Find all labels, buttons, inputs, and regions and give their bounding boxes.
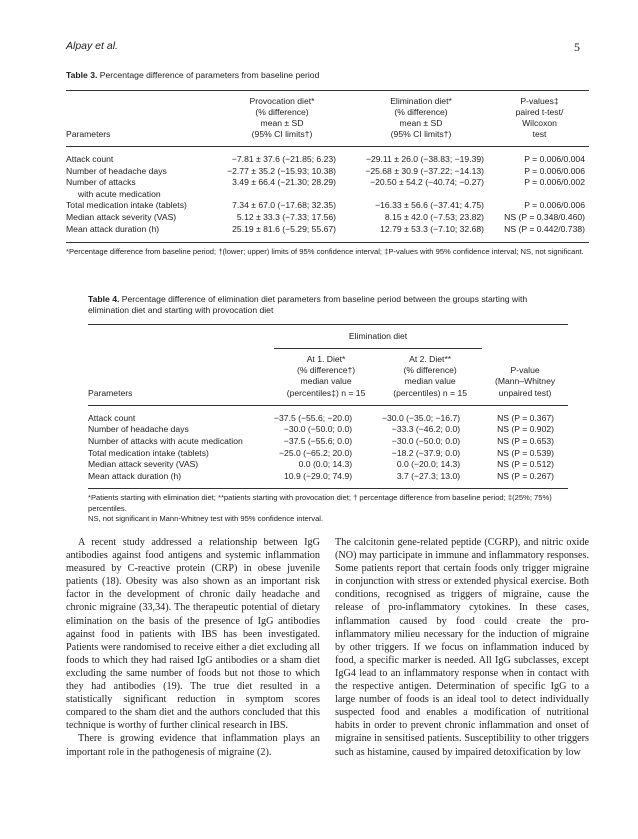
table-cell-second-diet: 0.0 (−20.0; 14.3) (396, 459, 461, 470)
table-4-caption (88, 294, 568, 316)
table-cell-first-diet: 10.9 (−29.0; 74.9) (284, 470, 353, 481)
table-cell-elimination: −20.50 ± 54.2 (−40.74; −0.27) (370, 177, 484, 188)
table-cell-parameter: Median attack severity (VAS) (66, 211, 177, 222)
table-cell-pvalue: NS (P = 0.653) (497, 436, 554, 446)
table-row (88, 436, 568, 448)
table-cell-parameter: Number of headache days (88, 424, 189, 435)
table-row (66, 177, 589, 200)
table-4-label: Table 4. (88, 294, 120, 304)
table-cell-provocation: −2.77 ± 35.2 (−15.93; 10.38) (227, 165, 336, 176)
table-4-grid (88, 324, 568, 489)
table-cell-elimination: −16.33 ± 56.6 (−37.41; 4.75) (375, 200, 484, 211)
table-cell-first-diet: −37.5 (−55.6; 0.0) (283, 436, 353, 446)
table-cell-parameter: Total medication intake (tablets) (88, 447, 209, 458)
table-3-header-elimination (348, 91, 494, 147)
body-column-right (335, 536, 589, 759)
page-number: 5 (574, 40, 580, 54)
table-cell-pvalue: P = 0.006/0.006 (524, 165, 585, 176)
header-line: median value (300, 376, 352, 387)
table-cell-pvalue: NS (P = 0.367) (497, 412, 554, 423)
header-line: (Mann–Whitney (494, 376, 556, 387)
running-head-author: Alpay et al. (66, 40, 118, 52)
table-cell-pvalue: P = 0.006/0.006 (524, 200, 585, 211)
table-4-header-second-diet (378, 349, 482, 406)
table-cell-provocation: 3.49 ± 66.4 (−21.30; 28.29) (232, 177, 336, 188)
table-cell-pvalue: NS (P = 0.442/0.738) (504, 223, 585, 234)
table-cell-first-diet: −37.5 (−55.6; −20.0) (274, 412, 353, 423)
parameter-subline: with acute medication (78, 188, 161, 199)
table-cell-elimination: 8.15 ± 42.0 (−7.53; 23.82) (384, 211, 484, 222)
table-row (66, 147, 589, 166)
table-row (88, 405, 568, 424)
header-line: test (532, 129, 547, 139)
body-paragraph: The calcitonin gene-related peptide (CGRP), and nitric oxide (NO) may participate in immune and inflammatory responses. Some patients report that certain foods only trigger migraine in conjunction with stress or extended physical exercise. Both conditions, recognised as triggers of migraine, cause the release of pro-inflammatory cytokines. In these cases, inflammation caused by food could create the pro-inflammatory milieu necessary for the induction of migraine by other triggers. If we focus on inflammation induced by food, a specific marker is needed. All IgG subclasses, except IgG4 lead to an inflammatory response when in contact with the respective antigen. Determination of specific IgG to a large number of foods is an ideal tool to detect individually suspected food and enables a modification of nutritional habits in order to prevent chronic inflammation and onset of migraine in sensitised patients. Susceptibility to other triggers such as histamine, caused by impaired detoxification by low (335, 537, 589, 758)
table-cell-second-diet: −30.0 (−50.0; 0.0) (391, 436, 461, 446)
table-cell-elimination: −29.11 ± 26.0 (−38.83; −19.39) (365, 154, 484, 164)
table-cell-pvalue: P = 0.006/0.004 (524, 154, 585, 164)
table-cell-second-diet: −30.0 (−35.0; −16.7) (382, 412, 461, 423)
header-line: (% difference) (394, 107, 448, 117)
table-cell-parameter: Number of headache days (66, 165, 167, 176)
body-paragraph: There is growing evidence that inflammation plays an important role in the pathogenesis of migraine (2). (66, 733, 320, 758)
header-line: (95% CI limits†) (251, 129, 313, 139)
header-line: (% difference) (255, 107, 309, 117)
header-line: P-value (510, 365, 540, 376)
header-line: (95% CI limits†) (390, 129, 452, 139)
body-paragraph: A recent study addressed a relationship between IgG antibodies against food antigens and systemic inflammation measured by C-reactive protein (CRP) in obese juvenile patients (18). Obesity was also shown as an important risk factor in the development of chronic daily headache and chronic migraine (33,34). The therapeutic potential of dietary elimination on the basis of the presence of IgG antibodies against food in patients with IBS has been investigated. Patients were randomised to receive either a diet excluding all foods to which they had raised IgG antibodies or a sham diet excluding the same number of foods but not those to which they had antibodies (19). The true diet resulted in a statistically significant reduction in symptom scores compared to the sham diet and the authors concluded that this technique is worthy of further clinical research in IBS. (66, 537, 320, 732)
header-line: median value (404, 376, 456, 387)
header-line: (% difference) (403, 365, 457, 376)
table-cell-second-diet: 3.7 (−27.3; 13.0) (396, 470, 461, 481)
table-3-title: Percentage difference of parameters from baseline period (99, 70, 320, 80)
table-4 (88, 294, 568, 525)
table-cell-parameter: Number of attacks with acute medication (88, 436, 243, 446)
table-cell-pvalue: NS (P = 0.539) (497, 447, 554, 458)
header-line: mean ± SD (260, 118, 304, 128)
header-line: unpaired test) (498, 387, 552, 398)
body-column-left (66, 536, 320, 759)
table-cell-provocation: 25.19 ± 81.6 (−5.29; 55.67) (232, 223, 336, 234)
table-cell-pvalue: NS (P = 0.902) (497, 424, 554, 435)
table-3 (66, 70, 589, 258)
table-cell-parameter (66, 177, 216, 200)
table-cell-parameter: Mean attack duration (h) (88, 470, 182, 481)
table-3-header-pvalues (494, 91, 589, 147)
header-line: (% difference†) (297, 365, 356, 376)
table-4-group-header: Elimination diet (274, 325, 482, 349)
running-head (66, 40, 580, 56)
header-line: At 2. Diet** (409, 354, 452, 364)
table-row (88, 471, 568, 489)
table-row (88, 424, 568, 436)
header-line: (percentiles) n = 15 (393, 387, 468, 398)
table-cell-pvalue: P = 0.006/0.002 (524, 177, 585, 188)
table-3-header-parameters: Parameters (66, 129, 111, 139)
table-4-footnote-line: NS, not significant in Mann-Whitney test with 95% confidence interval. (88, 514, 324, 524)
table-cell-provocation: −7.81 ± 37.6 (−21.85; 6.23) (231, 154, 336, 164)
table-4-header-first-diet (274, 349, 378, 406)
header-line: At 1. Diet* (306, 354, 346, 364)
table-cell-pvalue: NS (P = 0.267) (497, 470, 554, 481)
header-line: paired t-test/ (515, 107, 564, 117)
table-cell-parameter: Mean attack duration (h) (66, 223, 160, 234)
table-3-header-provocation (216, 91, 348, 147)
table-cell-second-diet: −18.2 (−37.9; 0.0) (391, 447, 461, 458)
header-line: Provocation diet* (249, 96, 315, 106)
table-cell-parameter: Total medication intake (tablets) (66, 200, 187, 211)
table-4-footnote-line: *Patients starting with elimination diet; **patients starting with provocation diet; † percentage difference from baseline period; ‡(25%; 75%) percentiles. (88, 493, 552, 513)
table-cell-first-diet: 0.0 (0.0; 14.3) (298, 459, 353, 470)
table-row (88, 459, 568, 471)
table-cell-parameter: Attack count (88, 412, 136, 423)
table-4-header-parameters: Parameters (88, 387, 133, 398)
table-row (88, 448, 568, 460)
header-line: Elimination diet* (390, 96, 452, 106)
table-cell-elimination: −25.68 ± 30.9 (−37.22; −14.13) (365, 165, 484, 176)
header-line: mean ± SD (399, 118, 443, 128)
table-4-group-spacer (88, 325, 274, 349)
table-3-footnote: *Percentage difference from baseline period; †(lower; upper) limits of 95% confidence interval; ‡P-values with 95% confidence interval; NS, not significant. (66, 247, 584, 257)
table-3-caption (66, 70, 589, 81)
header-line: Wilcoxon (522, 118, 557, 128)
table-cell-second-diet: −33.3 (−46.2; 0.0) (391, 424, 461, 435)
table-4-footnote (88, 493, 568, 525)
table-cell-pvalue: NS (P = 0.512) (497, 459, 554, 470)
table-cell-first-diet: −25.0 (−65.2; 20.0) (279, 447, 353, 458)
table-cell-provocation: 7.34 ± 67.0 (−17.68; 32.35) (232, 200, 336, 211)
table-cell-parameter: Attack count (66, 154, 114, 164)
header-line: (percentiles‡) n = 15 (286, 387, 366, 398)
parameter-name: Number of attacks (66, 177, 136, 188)
table-4-group-spacer (482, 325, 568, 349)
table-cell-parameter: Median attack severity (VAS) (88, 459, 199, 470)
table-cell-elimination: 12.79 ± 53.3 (−7.10; 32.68) (380, 223, 484, 234)
table-row (66, 224, 589, 243)
table-cell-provocation: 5.12 ± 33.3 (−7.33; 17.56) (236, 211, 336, 222)
table-row (66, 212, 589, 224)
table-cell-first-diet: −30.0 (−50.0; 0.0) (283, 424, 353, 435)
table-3-grid (66, 90, 589, 243)
header-line: P-values‡ (520, 96, 559, 106)
table-3-label: Table 3. (66, 70, 98, 80)
table-row (66, 200, 589, 212)
table-4-header-pvalue (482, 349, 568, 406)
table-row (66, 166, 589, 178)
table-4-title: Percentage difference of elimination diet parameters from baseline period between the groups starting with elimination diet and starting with provocation diet (88, 294, 528, 315)
table-cell-pvalue: NS (P = 0.348/0.460) (504, 211, 585, 222)
